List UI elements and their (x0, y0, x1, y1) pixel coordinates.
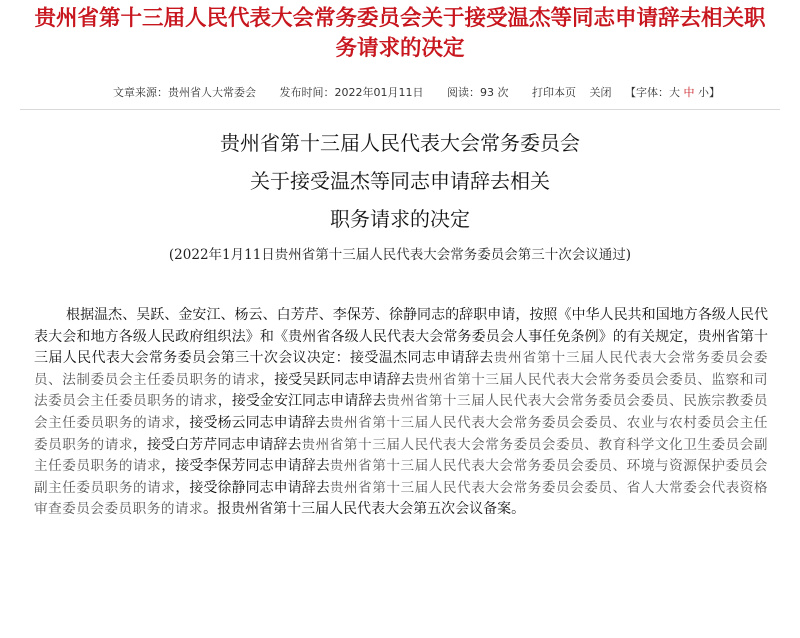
font-size-control: 【字体：大 中 小】 (625, 86, 720, 99)
font-size-small[interactable]: 小 (698, 86, 709, 99)
close-link[interactable]: 关闭 (589, 86, 612, 99)
source-meta: 文章来源：贵州省人大常委会 (113, 86, 256, 99)
views-meta: 阅读：93 次 (447, 86, 509, 99)
page-title: 贵州省第十三届人民代表大会常务委员会关于接受温杰等同志申请辞去相关职务请求的决定 (34, 6, 766, 61)
body-ending: 。报贵州省第十三届人民代表大会第五次会议备案。 (203, 501, 526, 518)
resign-6-post: 贵州省第十三届人民代表大会常务委员会委员、环境与资源保护委员会副主任委员职务的请求 (34, 458, 769, 496)
resign-7: ，接受徐静同志申请辞去 (175, 479, 330, 496)
font-size-medium[interactable]: 中 (683, 86, 695, 99)
publish-time-meta: 发布时间：2022年01月11日 (279, 86, 424, 99)
resign-1-post: 贵州省第十三届人民代表大会常务委员会委员、法制委员会主任委员职务的请求 (34, 350, 769, 388)
publish-time-value: 2022年01月11日 (334, 86, 424, 99)
views-count: 93 次 (480, 86, 509, 99)
print-page-link[interactable]: 打印本页 (532, 86, 576, 99)
document-heading-line-2: 关于接受温杰等同志申请辞去相关 (250, 169, 550, 193)
resign-5-post: 贵州省第十三届人民代表大会常务委员会委员、教育科学文化卫生委员会副主任委员职务的请求 (34, 436, 769, 475)
font-size-large[interactable]: 大 (669, 86, 680, 99)
document-subtitle: (2022年1月11日贵州省第十三届人民代表大会常务委员会第三十次会议通过) (168, 247, 632, 263)
resign-4: ，接受杨云同志申请辞去 (175, 414, 330, 431)
resign-2-post: 贵州省第十三届人民代表大会常务委员会委员、监察和司法委员会主任委员职务的请求 (34, 371, 769, 410)
resign-6: ，接受李保芳同志申请辞去 (161, 458, 330, 475)
divider (20, 109, 780, 110)
resign-4-post: 贵州省第十三届人民代表大会常务委员会委员、农业与农村委员会主任委员职务的请求 (34, 414, 769, 453)
resign-3: ，接受金安江同志申请辞去 (217, 393, 387, 410)
resign-5: ，接受白芳芹同志申请辞去 (132, 436, 302, 453)
body-intro: 根据温杰、吴跃、金安江、杨云、白芳芹、李保芳、徐静同志的辞职申请，按照《中华人民共和国地方各级人民代表大会和地方各级人民政府组织法》和《贵州省各级人民代表大会常务委员会人事任免条例》的有关规定，贵州省第十三届人民代表大会常务委员会第三十次会议决定： (34, 307, 768, 367)
document-body (34, 305, 768, 521)
resign-7-post: 贵州省第十三届人民代表大会常务委员会委员、省人大常委会代表资格审查委员会委员职务的请求 (34, 479, 769, 518)
article-meta-bar (0, 82, 800, 104)
resign-1: 接受温杰同志申请辞去 (350, 350, 494, 367)
resign-3-post: 贵州省第十三届人民代表大会常务委员会委员、民族宗教委员会主任委员职务的请求 (34, 393, 769, 431)
document-heading-line-1: 贵州省第十三届人民代表大会常务委员会 (220, 131, 580, 155)
resign-2: ，接受吴跃同志申请辞去 (260, 371, 415, 388)
document-heading-line-3: 职务请求的决定 (330, 207, 470, 231)
source-value: 贵州省人大常委会 (168, 86, 256, 99)
